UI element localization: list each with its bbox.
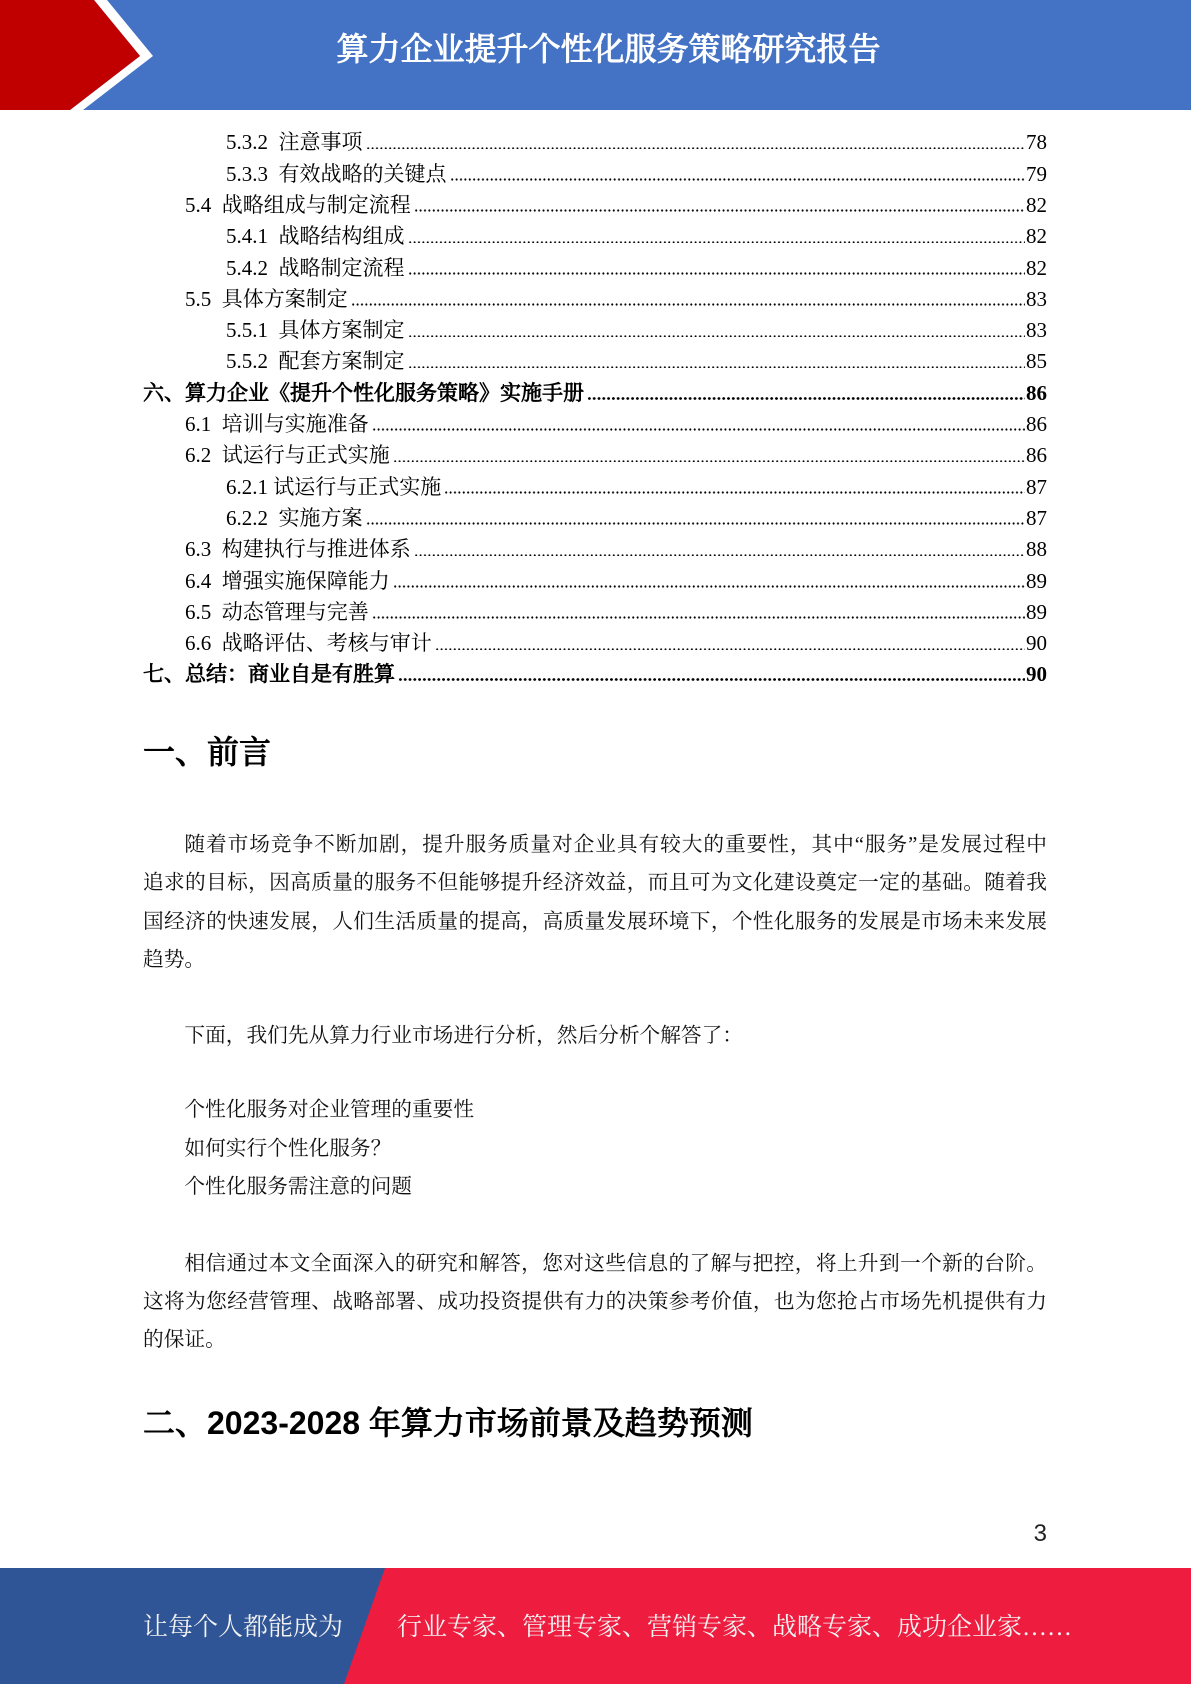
paragraph-line: 趋势。 (143, 948, 206, 971)
toc-dot-leader (408, 335, 1026, 338)
toc-entry[interactable] (143, 346, 1047, 377)
toc-entry[interactable] (143, 284, 1047, 315)
toc-entry-page: 86 (1026, 380, 1047, 405)
toc-entry-title: 七、总结：商业自是有胜算 (143, 662, 395, 687)
toc-dot-leader (398, 678, 1025, 681)
toc-entry[interactable] (143, 628, 1047, 659)
toc-entry-page: 90 (1026, 631, 1047, 656)
toc-entry-page: 89 (1026, 568, 1047, 593)
toc-entry-title: 六、算力企业《提升个性化服务策略》实施手册 (143, 380, 584, 405)
toc-entry-page: 78 (1026, 130, 1047, 155)
toc-entry[interactable] (143, 472, 1047, 503)
toc-entry-page: 86 (1026, 412, 1047, 437)
toc-entry[interactable] (143, 159, 1047, 190)
toc-dot-leader (366, 522, 1026, 525)
toc-entry-page: 87 (1026, 505, 1047, 530)
toc-dot-leader (351, 303, 1025, 306)
toc-entry[interactable] (143, 503, 1047, 534)
toc-entry[interactable] (143, 597, 1047, 628)
toc-entry[interactable] (143, 315, 1047, 346)
list-item: 如何实行个性化服务？ (184, 1137, 392, 1160)
toc-entry[interactable] (143, 409, 1047, 440)
paragraph-line: 这将为您经营管理、战略部署、成功投资提供有力的决策参考价值，也为您抢占市场先机提供有力 (143, 1291, 1047, 1314)
section-heading-intro: 一、前言 (143, 734, 272, 770)
report-title: 算力企业提升个性化服务策略研究报告 (336, 31, 881, 67)
toc-dot-leader (408, 366, 1026, 369)
toc-entry-title: 6.6 战略评估、考核与审计 (185, 631, 432, 656)
toc-dot-leader (408, 241, 1026, 244)
section-heading-forecast: 二、2023-2028 年算力市场前景及趋势预测 (143, 1405, 753, 1441)
toc-entry-page: 82 (1026, 224, 1047, 249)
toc-entry[interactable] (143, 659, 1047, 690)
toc-entry-title: 5.3.3 有效战略的关键点 (226, 161, 447, 186)
intro-paragraph-3 (143, 1245, 1047, 1360)
page-number: 3 (1033, 1520, 1047, 1547)
intro-paragraph-2 (143, 1017, 1047, 1055)
intro-paragraph-1 (143, 826, 1047, 979)
toc-dot-leader (444, 491, 1025, 494)
toc-dot-leader (408, 272, 1026, 275)
toc-entry-page: 85 (1026, 349, 1047, 374)
toc-entry-page: 87 (1026, 474, 1047, 499)
toc-entry-page: 89 (1026, 599, 1047, 624)
toc-entry-title: 6.5 动态管理与完善 (185, 599, 369, 624)
toc-dot-leader (414, 554, 1025, 557)
toc-entry[interactable] (143, 253, 1047, 284)
toc-entry-title: 5.3.2 注意事项 (226, 130, 363, 155)
toc-entry-page: 88 (1026, 537, 1047, 562)
toc-entry-title: 5.4.1 战略结构组成 (226, 224, 405, 249)
toc-entry-title: 6.1 培训与实施准备 (185, 412, 369, 437)
toc-entry-page: 90 (1026, 662, 1047, 687)
toc-dot-leader (366, 147, 1026, 150)
toc-entry[interactable] (143, 534, 1047, 565)
footer-slogan-lead: 让每个人都能成为 (143, 1614, 344, 1641)
toc-entry-page: 82 (1026, 192, 1047, 217)
toc-entry[interactable] (143, 127, 1047, 158)
toc-entry[interactable] (143, 566, 1047, 597)
toc-entry-title: 6.2 试运行与正式实施 (185, 443, 390, 468)
toc-entry-page: 83 (1026, 286, 1047, 311)
list-item: 个性化服务需注意的问题 (184, 1175, 412, 1198)
toc-dot-leader (414, 209, 1025, 212)
paragraph-line: 相信通过本文全面深入的研究和解答，您对这些信息的了解与把控，将上升到一个新的台阶。 (184, 1253, 1047, 1275)
toc-dot-leader (393, 460, 1025, 463)
toc-entry-page: 79 (1026, 161, 1047, 186)
paragraph-line: 追求的目标，因高质量的服务不但能够提升经济效益，而且可为文化建设奠定一定的基础。随着我 (143, 872, 1047, 895)
paragraph-line: 下面，我们先从算力行业市场进行分析，然后分析个解答了： (184, 1025, 743, 1048)
toc-entry[interactable] (143, 221, 1047, 252)
toc-entry-page: 83 (1026, 318, 1047, 343)
table-of-contents (143, 127, 1047, 690)
paragraph-line: 的保证。 (143, 1329, 226, 1352)
toc-entry-title: 6.2.2 实施方案 (226, 505, 363, 530)
toc-dot-leader (372, 428, 1025, 431)
toc-entry-title: 5.4 战略组成与制定流程 (185, 192, 411, 217)
toc-dot-leader (587, 397, 1025, 400)
paragraph-line: 国经济的快速发展，人们生活质量的提高，高质量发展环境下，个性化服务的发展是市场未来发展 (143, 910, 1047, 933)
page-header (0, 0, 1191, 110)
toc-entry-title: 5.5.1 具体方案制定 (226, 318, 405, 343)
toc-entry[interactable] (143, 440, 1047, 471)
toc-entry-page: 82 (1026, 255, 1047, 280)
paragraph-line: 随着市场竞争不断加剧，提升服务质量对企业具有较大的重要性，其中“服务”是发展过程中 (184, 834, 1047, 857)
toc-entry-page: 86 (1026, 443, 1047, 468)
toc-entry-title: 6.3 构建执行与推进体系 (185, 537, 411, 562)
list-item: 个性化服务对企业管理的重要性 (184, 1099, 475, 1122)
footer-slogan-roles: 行业专家、管理专家、营销专家、战略专家、成功企业家…… (397, 1614, 1073, 1641)
toc-entry-title: 5.5 具体方案制定 (185, 286, 348, 311)
question-list (143, 1091, 1047, 1206)
page-footer (0, 1568, 1191, 1684)
toc-entry[interactable] (143, 378, 1047, 409)
toc-dot-leader (372, 616, 1025, 619)
toc-dot-leader (435, 648, 1025, 651)
toc-entry-title: 6.2.1 试运行与正式实施 (226, 474, 442, 499)
toc-entry-title: 6.4 增强实施保障能力 (185, 568, 390, 593)
toc-entry[interactable] (143, 190, 1047, 221)
toc-entry-title: 5.4.2 战略制定流程 (226, 255, 405, 280)
toc-entry-title: 5.5.2 配套方案制定 (226, 349, 405, 374)
toc-dot-leader (393, 585, 1025, 588)
toc-dot-leader (450, 178, 1026, 181)
